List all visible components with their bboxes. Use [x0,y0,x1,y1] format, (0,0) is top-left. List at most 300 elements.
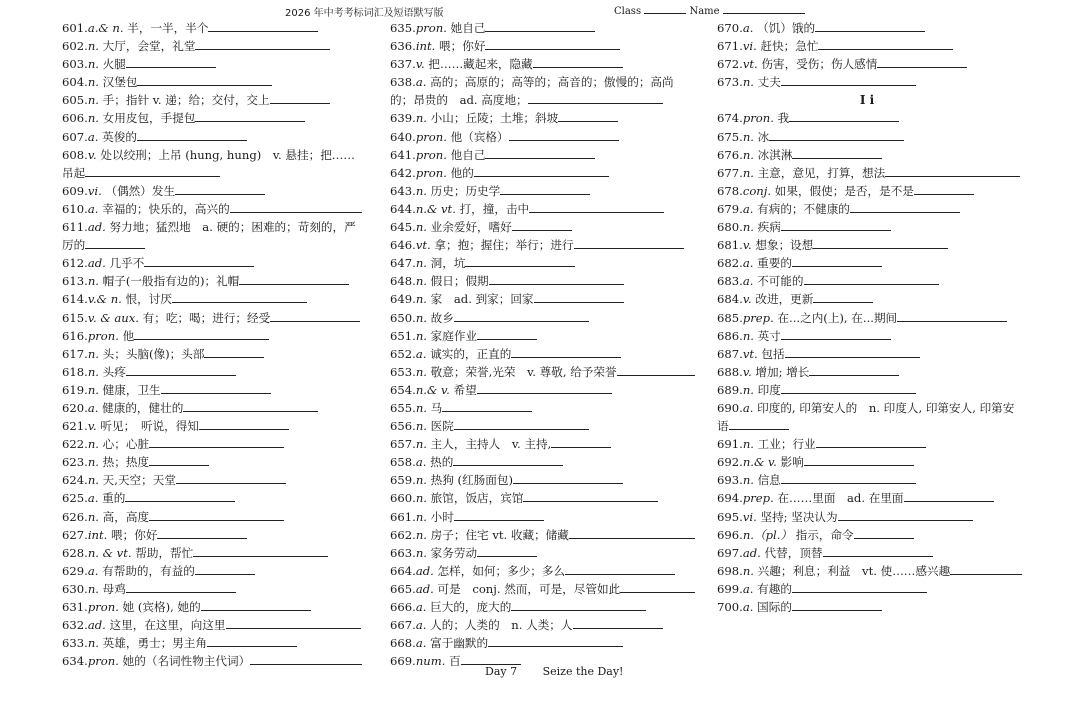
entry-meaning: 天,天空；天堂 [102,473,176,488]
answer-blank[interactable] [454,310,589,322]
vocab-entry [717,508,1022,526]
entry-part-of-speech: n. [87,364,99,379]
entry-number: 647. [390,256,416,271]
answer-blank[interactable] [208,20,318,32]
entry-part-of-speech: a. [415,600,427,614]
answer-blank[interactable] [816,436,926,448]
entry-part-of-speech: v. & aux. [87,310,139,325]
answer-blank[interactable] [804,454,914,466]
entry-part-of-speech: a. [742,256,754,271]
answer-blank[interactable] [453,454,563,466]
answer-blank[interactable] [897,310,1007,322]
entry-meaning: 冰 [757,129,770,144]
answer-blank[interactable] [792,255,882,267]
answer-blank[interactable] [729,418,789,430]
answer-blank[interactable] [838,509,973,521]
entry-meaning: 喂；你好 [439,39,486,54]
vocab-entry [390,290,695,308]
answer-blank[interactable] [815,20,925,32]
answer-blank[interactable] [512,219,572,231]
answer-blank[interactable] [199,418,289,430]
vocab-entry [390,73,695,109]
entry-part-of-speech: n. [415,473,427,488]
answer-blank[interactable] [617,364,695,376]
entry-part-of-speech: ad. [87,220,106,235]
entry-part-of-speech: v. [742,364,752,379]
answer-blank[interactable] [781,472,916,484]
entry-number: 635. [390,21,416,35]
vocab-entry [62,37,362,55]
entry-meaning: 代替，顶替 [764,545,823,560]
vocab-entry [62,453,362,471]
vocab-entry [717,290,1022,308]
answer-blank[interactable] [885,165,1020,177]
entry-part-of-speech: pron. [415,165,447,180]
vocab-entry [717,526,1022,544]
entry-number: 613. [62,274,88,289]
entry-meaning: 我 [777,111,790,126]
answer-blank[interactable] [85,165,220,177]
entry-meaning: 洞，坑 [430,256,466,271]
entry-meaning: 处以绞刑；上吊 (hung, hung) v. 悬挂；把……吊起 [62,147,355,180]
answer-blank[interactable] [149,509,284,521]
entry-number: 700. [717,600,743,614]
vocab-entry [390,489,695,507]
entry-part-of-speech: n. [415,419,427,434]
entry-number: 668. [390,636,416,651]
answer-blank[interactable] [785,346,920,358]
answer-blank[interactable] [157,527,247,539]
answer-blank[interactable] [904,490,994,502]
answer-blank[interactable] [193,545,328,557]
vocab-entry [717,109,1022,127]
answer-blank[interactable] [877,56,967,68]
vocab-entry [390,254,695,272]
answer-blank[interactable] [574,237,684,249]
vocab-entry [62,327,362,345]
answer-blank[interactable] [204,346,264,358]
answer-blank[interactable] [769,129,904,141]
entry-meaning: 火腿 [102,57,126,72]
entry-number: 651. [390,328,416,343]
answer-blank[interactable] [461,653,521,665]
vocab-entry [717,399,1022,435]
answer-blank[interactable] [183,400,318,412]
vocab-entry [62,381,362,399]
entry-part-of-speech: n. [87,57,99,72]
answer-blank[interactable] [149,454,209,466]
vocab-entry [62,146,362,182]
entry-part-of-speech: prep. [742,310,774,325]
answer-blank[interactable] [813,291,873,303]
entry-part-of-speech: a. [87,491,99,506]
entry-part-of-speech: n. [415,527,427,542]
vocab-entry [717,453,1022,471]
entry-meaning: 家庭作业 [430,328,478,343]
entry-part-of-speech: int. [415,39,436,54]
entry-meaning: 想象；设想 [755,238,814,253]
entry-meaning: 有；吃；喝；进行；经受 [142,310,271,325]
answer-blank[interactable] [813,237,948,249]
entry-meaning: 头疼 [102,364,126,379]
entry-part-of-speech: n. [742,220,754,235]
answer-blank[interactable] [137,129,247,141]
entry-number: 650. [390,310,416,325]
answer-blank[interactable] [781,382,916,394]
class-name-field [614,4,805,17]
entry-number: 639. [390,111,416,126]
answer-blank[interactable] [172,291,307,303]
entry-meaning: 帽子(一般指有边的)；礼帽 [102,274,240,289]
entry-meaning: 印度 [757,382,781,397]
entry-part-of-speech: a. [742,21,754,35]
vocab-entry [62,526,362,544]
entry-meaning: 女用皮包，手提包 [102,111,196,126]
entry-meaning: 指示，命令 [795,527,854,542]
answer-blank[interactable] [230,201,362,213]
vocab-entry [62,508,362,526]
entry-part-of-speech: n. [415,364,427,379]
answer-blank[interactable] [809,364,899,376]
entry-part-of-speech: n. [415,274,427,289]
entry-meaning: 房子；住宅 vt. 收藏；储藏 [430,527,569,542]
answer-blank[interactable] [195,110,305,122]
vocab-entry [390,616,695,634]
entry-number: 674. [717,111,743,126]
entry-number: 619. [62,382,88,397]
entry-number: 656. [390,419,416,434]
entry-meaning: 英雄，勇士；男主角 [102,636,208,651]
vocab-entry [390,109,695,127]
answer-blank[interactable] [781,74,916,86]
entry-meaning: 兴趣；利息；利益 vt. 使……感兴趣 [757,563,951,578]
entry-part-of-speech: ad. [415,563,434,578]
entry-meaning: （偶然）发生 [105,183,176,198]
entry-meaning: 小时 [430,509,454,524]
entry-meaning: 英俊的 [102,129,137,144]
vocab-entry [390,309,695,327]
entry-part-of-speech: a. [87,201,99,216]
answer-blank[interactable] [477,545,537,557]
vocab-entry [390,345,695,363]
entry-number: 637. [390,57,416,72]
vocab-group-i [717,109,1022,616]
entry-meaning: 信息 [757,473,781,488]
entry-part-of-speech: ad. [87,256,106,271]
entry-number: 693. [717,473,743,488]
entry-part-of-speech: n. [87,274,99,289]
entry-meaning: 改进，更新 [755,292,814,307]
entry-number: 667. [390,618,416,633]
entry-meaning: 家 ad. 到家；回家 [430,292,534,307]
vocab-entry [717,55,1022,73]
answer-blank[interactable] [195,563,255,575]
answer-blank[interactable] [442,400,532,412]
answer-blank[interactable] [509,129,619,141]
answer-blank[interactable] [511,346,621,358]
answer-blank[interactable] [270,92,330,104]
entry-meaning: 半，一半，半个 [127,21,209,35]
vocab-entry [717,598,1022,616]
answer-blank[interactable] [250,653,362,665]
vocab-entry [390,562,695,580]
class-blank[interactable] [644,4,686,14]
answer-blank[interactable] [454,509,544,521]
answer-blank[interactable] [134,328,269,340]
entry-part-of-speech: n. [415,491,427,506]
vocab-entry [717,128,1022,146]
entry-meaning: 有帮助的，有益的 [102,563,195,578]
entry-part-of-speech: n. [415,545,427,560]
answer-blank[interactable] [950,563,1022,575]
day-label: Day 7 [485,665,518,678]
entry-number: 627. [62,527,88,542]
entry-meaning: 高，高度 [102,509,150,524]
entry-part-of-speech: n. [87,455,99,470]
entry-number: 640. [390,129,416,144]
answer-blank[interactable] [792,147,882,159]
answer-blank[interactable] [854,527,914,539]
entry-number: 605. [62,93,88,108]
answer-blank[interactable] [149,436,284,448]
entry-number: 658. [390,455,416,470]
answer-blank[interactable] [823,545,933,557]
entry-number: 684. [717,292,743,307]
entry-number: 611. [62,220,88,235]
vocab-entry [717,363,1022,381]
answer-blank[interactable] [477,382,612,394]
answer-blank[interactable] [620,581,695,593]
answer-blank[interactable] [804,273,939,285]
entry-meaning: 重的 [102,491,126,506]
entry-part-of-speech: pron. [415,21,447,35]
answer-blank[interactable] [573,617,663,629]
answer-blank[interactable] [195,38,330,50]
entry-part-of-speech: a. [415,636,427,651]
vocab-entry [62,417,362,435]
entry-meaning: 富于幽默的 [430,636,489,651]
entry-meaning: 包括 [761,346,785,361]
vocab-entry [390,164,695,182]
answer-blank[interactable] [485,38,620,50]
entry-part-of-speech: n. [87,111,99,126]
entry-meaning: 恨，讨厌 [125,292,172,307]
entry-part-of-speech: pron. [415,129,447,144]
entry-meaning: 丈夫 [757,75,781,90]
vocab-entry [390,634,695,652]
entry-number: 695. [717,509,743,524]
entry-meaning: 诚实的，正直的 [430,346,512,361]
answer-blank[interactable] [161,382,271,394]
vocab-entry [62,290,362,308]
vocab-entry [717,345,1022,363]
entry-part-of-speech: n. [415,310,427,325]
vocab-entry [62,109,362,127]
vocab-entry [390,327,695,345]
vocab-entry [717,73,1022,91]
entry-part-of-speech: a.& n. [87,21,124,35]
entry-part-of-speech: n.& vt. [415,201,456,216]
answer-blank[interactable] [126,581,236,593]
answer-blank[interactable] [789,110,899,122]
entry-number: 634. [62,654,88,669]
answer-blank[interactable] [270,310,360,322]
vocab-entry [717,471,1022,489]
entry-part-of-speech: num. [415,654,446,669]
answer-blank[interactable] [551,436,611,448]
answer-blank[interactable] [489,273,624,285]
entry-part-of-speech: n. [87,636,99,651]
entry-number: 626. [62,509,88,524]
entry-part-of-speech: n. [87,382,99,397]
entry-meaning: 热；热度 [102,455,150,470]
answer-blank[interactable] [528,92,663,104]
entry-meaning: 可是 conj. 然而，可是，尽管如此 [437,581,621,596]
answer-blank[interactable] [792,599,882,611]
answer-blank[interactable] [534,291,624,303]
answer-blank[interactable] [176,472,286,484]
vocab-entry [717,381,1022,399]
entry-number: 604. [62,75,88,90]
answer-blank[interactable] [558,110,618,122]
vocab-entry [717,200,1022,218]
vocab-entry [62,399,362,417]
answer-blank[interactable] [500,183,590,195]
entry-number: 675. [717,129,743,144]
entry-meaning: 旅馆，饭店，宾馆 [430,491,524,506]
vocab-entry [717,218,1022,236]
entry-part-of-speech: a. [87,400,99,415]
answer-blank[interactable] [239,273,349,285]
entry-meaning: 故乡 [430,310,454,325]
vocab-entry [62,254,362,272]
answer-blank[interactable] [454,418,589,430]
vocab-entry [717,309,1022,327]
entry-number: 654. [390,382,416,397]
entry-meaning: （饥）饿的 [757,21,816,35]
entry-meaning: 巨大的，庞大的 [430,600,512,614]
answer-blank[interactable] [137,74,272,86]
answer-blank[interactable] [485,147,595,159]
entry-number: 661. [390,509,416,524]
answer-blank[interactable] [529,201,664,213]
vocab-entry [717,146,1022,164]
answer-blank[interactable] [175,183,265,195]
entry-number: 671. [717,39,743,54]
vocab-entry [717,19,1022,37]
entry-meaning: 伤害，受伤；伤人感情 [761,57,878,72]
entry-part-of-speech: a. [87,563,99,578]
vocab-entry [390,272,695,290]
answer-blank[interactable] [914,183,974,195]
entry-part-of-speech: n. [87,437,99,452]
entry-part-of-speech: ad. [742,545,761,560]
answer-blank[interactable] [85,237,145,249]
entry-meaning: 汉堡包 [102,75,138,90]
answer-blank[interactable] [792,581,927,593]
answer-blank[interactable] [781,219,891,231]
entry-meaning: 听见； 听说，得知 [100,419,199,434]
entry-number: 642. [390,165,416,180]
entry-part-of-speech: a. [87,129,99,144]
entry-meaning: 喂；你好 [111,527,158,542]
entry-part-of-speech: n. [742,129,754,144]
entry-part-of-speech: vt. [742,57,758,72]
answer-blank[interactable] [126,364,236,376]
section-heading-i: I i [859,93,875,108]
entry-meaning: 她 (宾格), 她的 [122,600,201,614]
answer-blank[interactable] [207,635,297,647]
answer-blank[interactable] [850,201,960,213]
entry-part-of-speech: v. [87,147,97,162]
answer-blank[interactable] [488,635,623,647]
entry-part-of-speech: n. [415,400,427,415]
entry-number: 663. [390,545,416,560]
vocab-entry [390,544,695,562]
entry-number: 690. [717,400,743,415]
entry-number: 641. [390,147,416,162]
answer-blank[interactable] [126,56,216,68]
answer-blank[interactable] [533,56,623,68]
answer-blank[interactable] [125,490,235,502]
answer-blank[interactable] [485,20,595,32]
entry-meaning: 人的；人类的 n. 人类；人 [430,618,573,633]
answer-blank[interactable] [781,328,891,340]
entry-meaning: 头；头脑(像)；头部 [102,346,205,361]
name-label: Name [689,6,720,17]
entry-part-of-speech: n. [742,165,754,180]
entry-part-of-speech: n. & vt. [87,545,132,560]
name-blank[interactable] [723,4,805,14]
vocab-entry [62,182,362,200]
answer-blank[interactable] [565,563,675,575]
vocab-entry [62,580,362,598]
answer-blank[interactable] [818,38,953,50]
entry-meaning: 他的 [450,165,474,180]
vocab-entry [390,598,695,616]
answer-blank[interactable] [226,617,361,629]
answer-blank[interactable] [144,255,254,267]
entry-part-of-speech: n. [87,75,99,90]
entry-number: 682. [717,256,743,271]
answer-blank[interactable] [465,255,575,267]
answer-blank[interactable] [477,328,537,340]
entry-part-of-speech: n. [87,93,99,108]
entry-meaning: 他自己 [450,147,486,162]
answer-blank[interactable] [474,165,609,177]
answer-blank[interactable] [569,527,695,539]
entry-number: 655. [390,400,416,415]
entry-part-of-speech: n. [742,473,754,488]
entry-part-of-speech: n. [87,581,99,596]
entry-part-of-speech: n. [415,509,427,524]
entry-number: 673. [717,75,743,90]
entry-meaning: 业余爱好，嗜好 [430,220,512,235]
entry-number: 629. [62,563,88,578]
entry-number: 622. [62,437,88,452]
entry-part-of-speech: v. [742,292,752,307]
entry-part-of-speech: n.（pl.） [742,527,792,542]
vocab-entry [390,435,695,453]
entry-meaning: 医院 [430,419,454,434]
answer-blank[interactable] [523,490,658,502]
entry-meaning: 在...之内(上), 在...期间 [777,310,898,325]
answer-blank[interactable] [513,472,623,484]
entry-number: 608. [62,147,88,162]
answer-blank[interactable] [201,599,311,611]
entry-part-of-speech: a. [742,581,754,596]
answer-blank[interactable] [511,599,646,611]
